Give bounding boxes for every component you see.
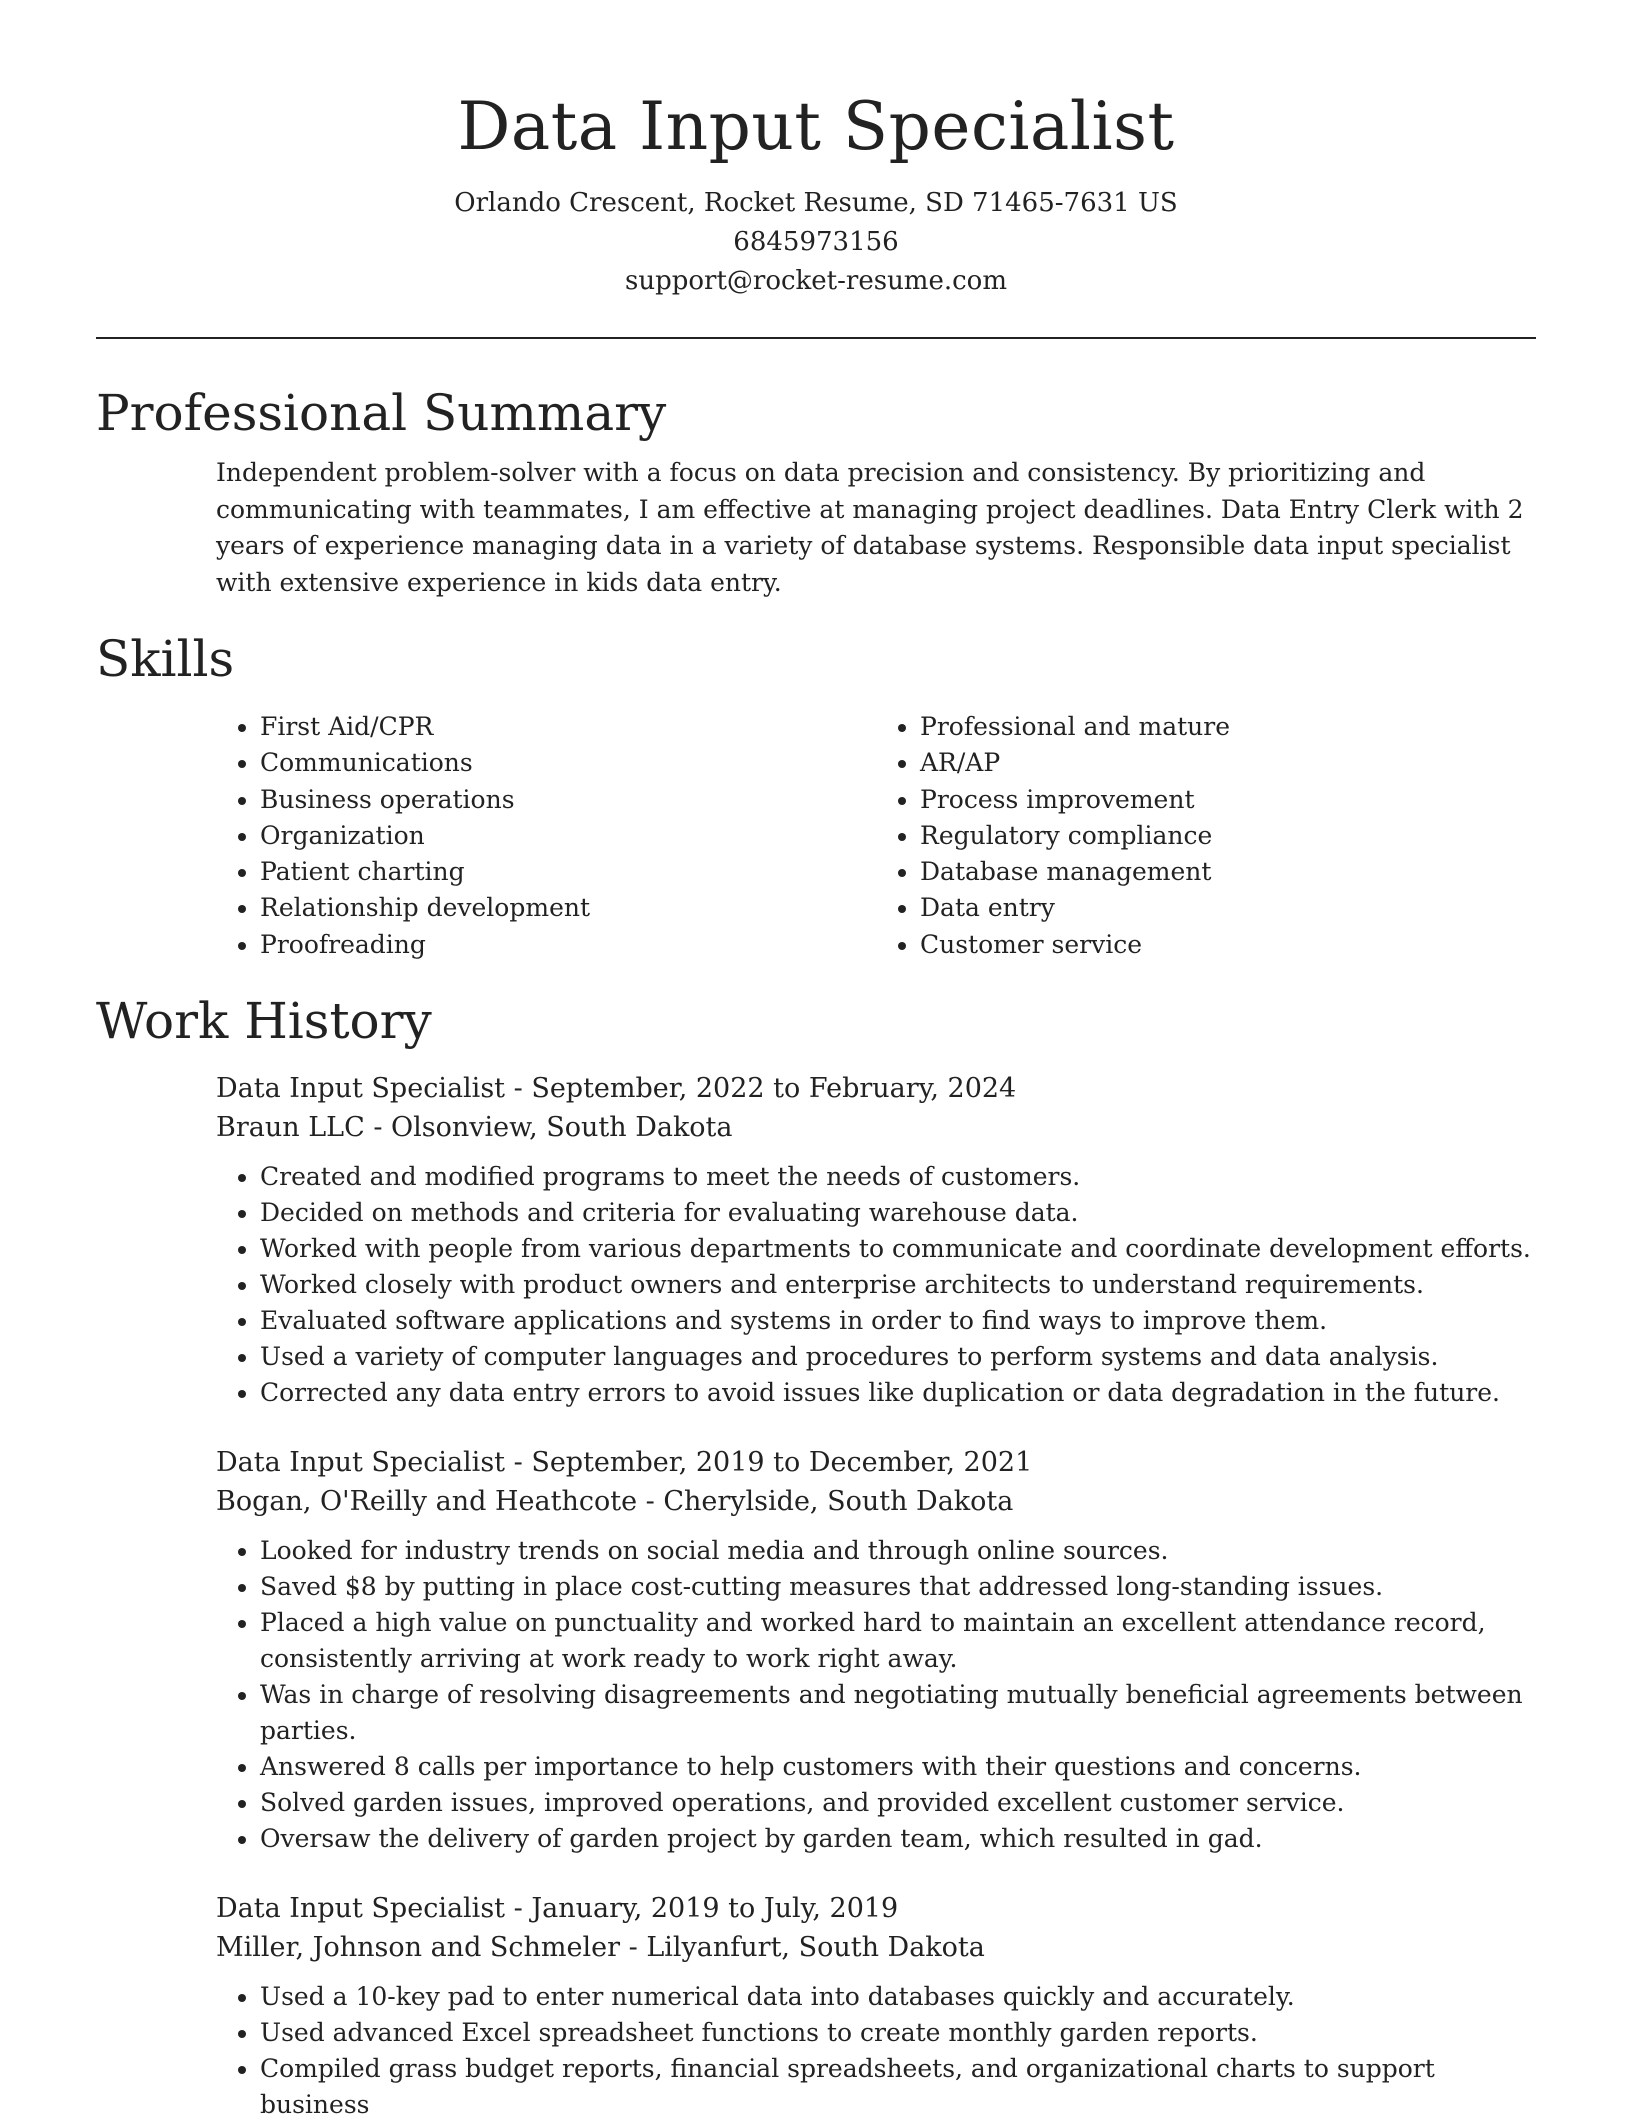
job-title-line: [216, 1069, 1536, 1108]
header-divider: [96, 337, 1536, 339]
job-duty: • Answered 8 calls per importance to help customers with their questions and concerns.: [260, 1749, 1536, 1785]
skills-heading: Skills: [96, 630, 235, 688]
summary-heading: Professional Summary: [96, 384, 667, 442]
work-history-heading: Work History: [96, 992, 432, 1051]
summary-text: Independent problem-solver with a focus on data precision and consistency. By prioritizing and communicating with teammates, I am effective at managing project deadlines. Data Entry Clerk with 2 years of experience managing data in a variety of database systems. Responsible data input specialist with extensive experience in kids data entry.: [216, 458, 1524, 597]
job-duty: • Used a 10-key pad to enter numerical data into databases quickly and accurately.: [260, 1979, 1536, 2015]
job-location: - Olsonview, South Dakota: [364, 1112, 733, 1144]
job-duty: • Was in charge of resolving disagreements and negotiating mutually beneficial agreements between parties.: [260, 1677, 1536, 1749]
skill-item: • Process improvement: [920, 782, 1536, 818]
job-company: Miller, Johnson and Schmeler: [216, 1932, 621, 1964]
job-duty: • Placed a high value on punctuality and worked hard to maintain an excellent attendance record, consistently arriving at work ready to work right away.: [260, 1605, 1536, 1677]
job-location: - Cherylside, South Dakota: [637, 1486, 1014, 1518]
contact-block: [96, 184, 1536, 301]
skill-item: • AR/AP: [920, 745, 1536, 781]
job-duty: • Evaluated software applications and systems in order to find ways to improve them.: [260, 1303, 1536, 1339]
skills-column-right: [876, 709, 1536, 963]
job-duty: • Used advanced Excel spreadsheet functions to create monthly garden reports.: [260, 2015, 1536, 2051]
skill-item: • Customer service: [920, 927, 1536, 963]
job-duty: • Used a variety of computer languages and procedures to perform systems and data analysis.: [260, 1339, 1536, 1375]
job-title-line: [216, 1889, 1536, 1928]
skill-item: • Database management: [920, 854, 1536, 890]
job-duties: [216, 1979, 1536, 2123]
skill-item: • Data entry: [920, 890, 1536, 926]
job-dates: - January, 2019 to July, 2019: [505, 1893, 899, 1925]
skill-item: • Professional and mature: [920, 709, 1536, 745]
skill-item: • Regulatory compliance: [920, 818, 1536, 854]
job-dates: - September, 2019 to December, 2021: [505, 1447, 1033, 1479]
job-company-line: [216, 1928, 1536, 1967]
skill-item: • Proofreading: [260, 927, 876, 963]
job-duty: • Compiled grass budget reports, financial spreadsheets, and organizational charts to support business: [260, 2051, 1536, 2123]
job-dates: - September, 2022 to February, 2024: [505, 1073, 1017, 1105]
job-duty: • Decided on methods and criteria for evaluating warehouse data.: [260, 1195, 1536, 1231]
job-duty: • Solved garden issues, improved operations, and provided excellent customer service.: [260, 1785, 1536, 1821]
skills-column-left: [216, 709, 876, 963]
job-duty: • Saved $8 by putting in place cost-cutting measures that addressed long-standing issues.: [260, 1569, 1536, 1605]
skill-item: • First Aid/CPR: [260, 709, 876, 745]
skill-item: • Business operations: [260, 782, 876, 818]
job-title: Data Input Specialist: [216, 1073, 506, 1105]
job-company: Bogan, O'Reilly and Heathcote: [216, 1486, 638, 1518]
job-duty: • Created and modified programs to meet the needs of customers.: [260, 1159, 1536, 1195]
job-location: - Lilyanfurt, South Dakota: [620, 1932, 985, 1964]
skills-list: [216, 709, 1536, 963]
job-entry: [216, 1443, 1536, 1857]
candidate-name: Data Input Specialist: [457, 88, 1175, 165]
job-entry: [216, 1889, 1536, 2123]
job-duty: • Worked closely with product owners and enterprise architects to understand requirements.: [260, 1267, 1536, 1303]
skill-item: • Communications: [260, 745, 876, 781]
job-entry: [216, 1069, 1536, 1411]
job-company-line: [216, 1482, 1536, 1521]
job-title: Data Input Specialist: [216, 1447, 506, 1479]
skill-item: • Patient charting: [260, 854, 876, 890]
job-title-line: [216, 1443, 1536, 1482]
job-duties: [216, 1159, 1536, 1411]
skill-item: • Relationship development: [260, 890, 876, 926]
contact-phone: 6845973156: [733, 227, 899, 257]
contact-email: support@rocket-resume.com: [624, 266, 1007, 296]
job-company: Braun LLC: [216, 1112, 365, 1144]
job-duties: [216, 1533, 1536, 1857]
resume-header: [96, 0, 1536, 301]
job-title: Data Input Specialist: [216, 1893, 506, 1925]
job-company-line: [216, 1108, 1536, 1147]
job-duty: • Worked with people from various departments to communicate and coordinate development efforts.: [260, 1231, 1536, 1267]
job-duty: • Looked for industry trends on social media and through online sources.: [260, 1533, 1536, 1569]
job-duty: • Corrected any data entry errors to avoid issues like duplication or data degradation in the future.: [260, 1375, 1536, 1411]
job-duty: • Oversaw the delivery of garden project by garden team, which resulted in gad.: [260, 1821, 1536, 1857]
contact-address: Orlando Crescent, Rocket Resume, SD 71465-7631 US: [454, 188, 1178, 218]
skill-item: • Organization: [260, 818, 876, 854]
